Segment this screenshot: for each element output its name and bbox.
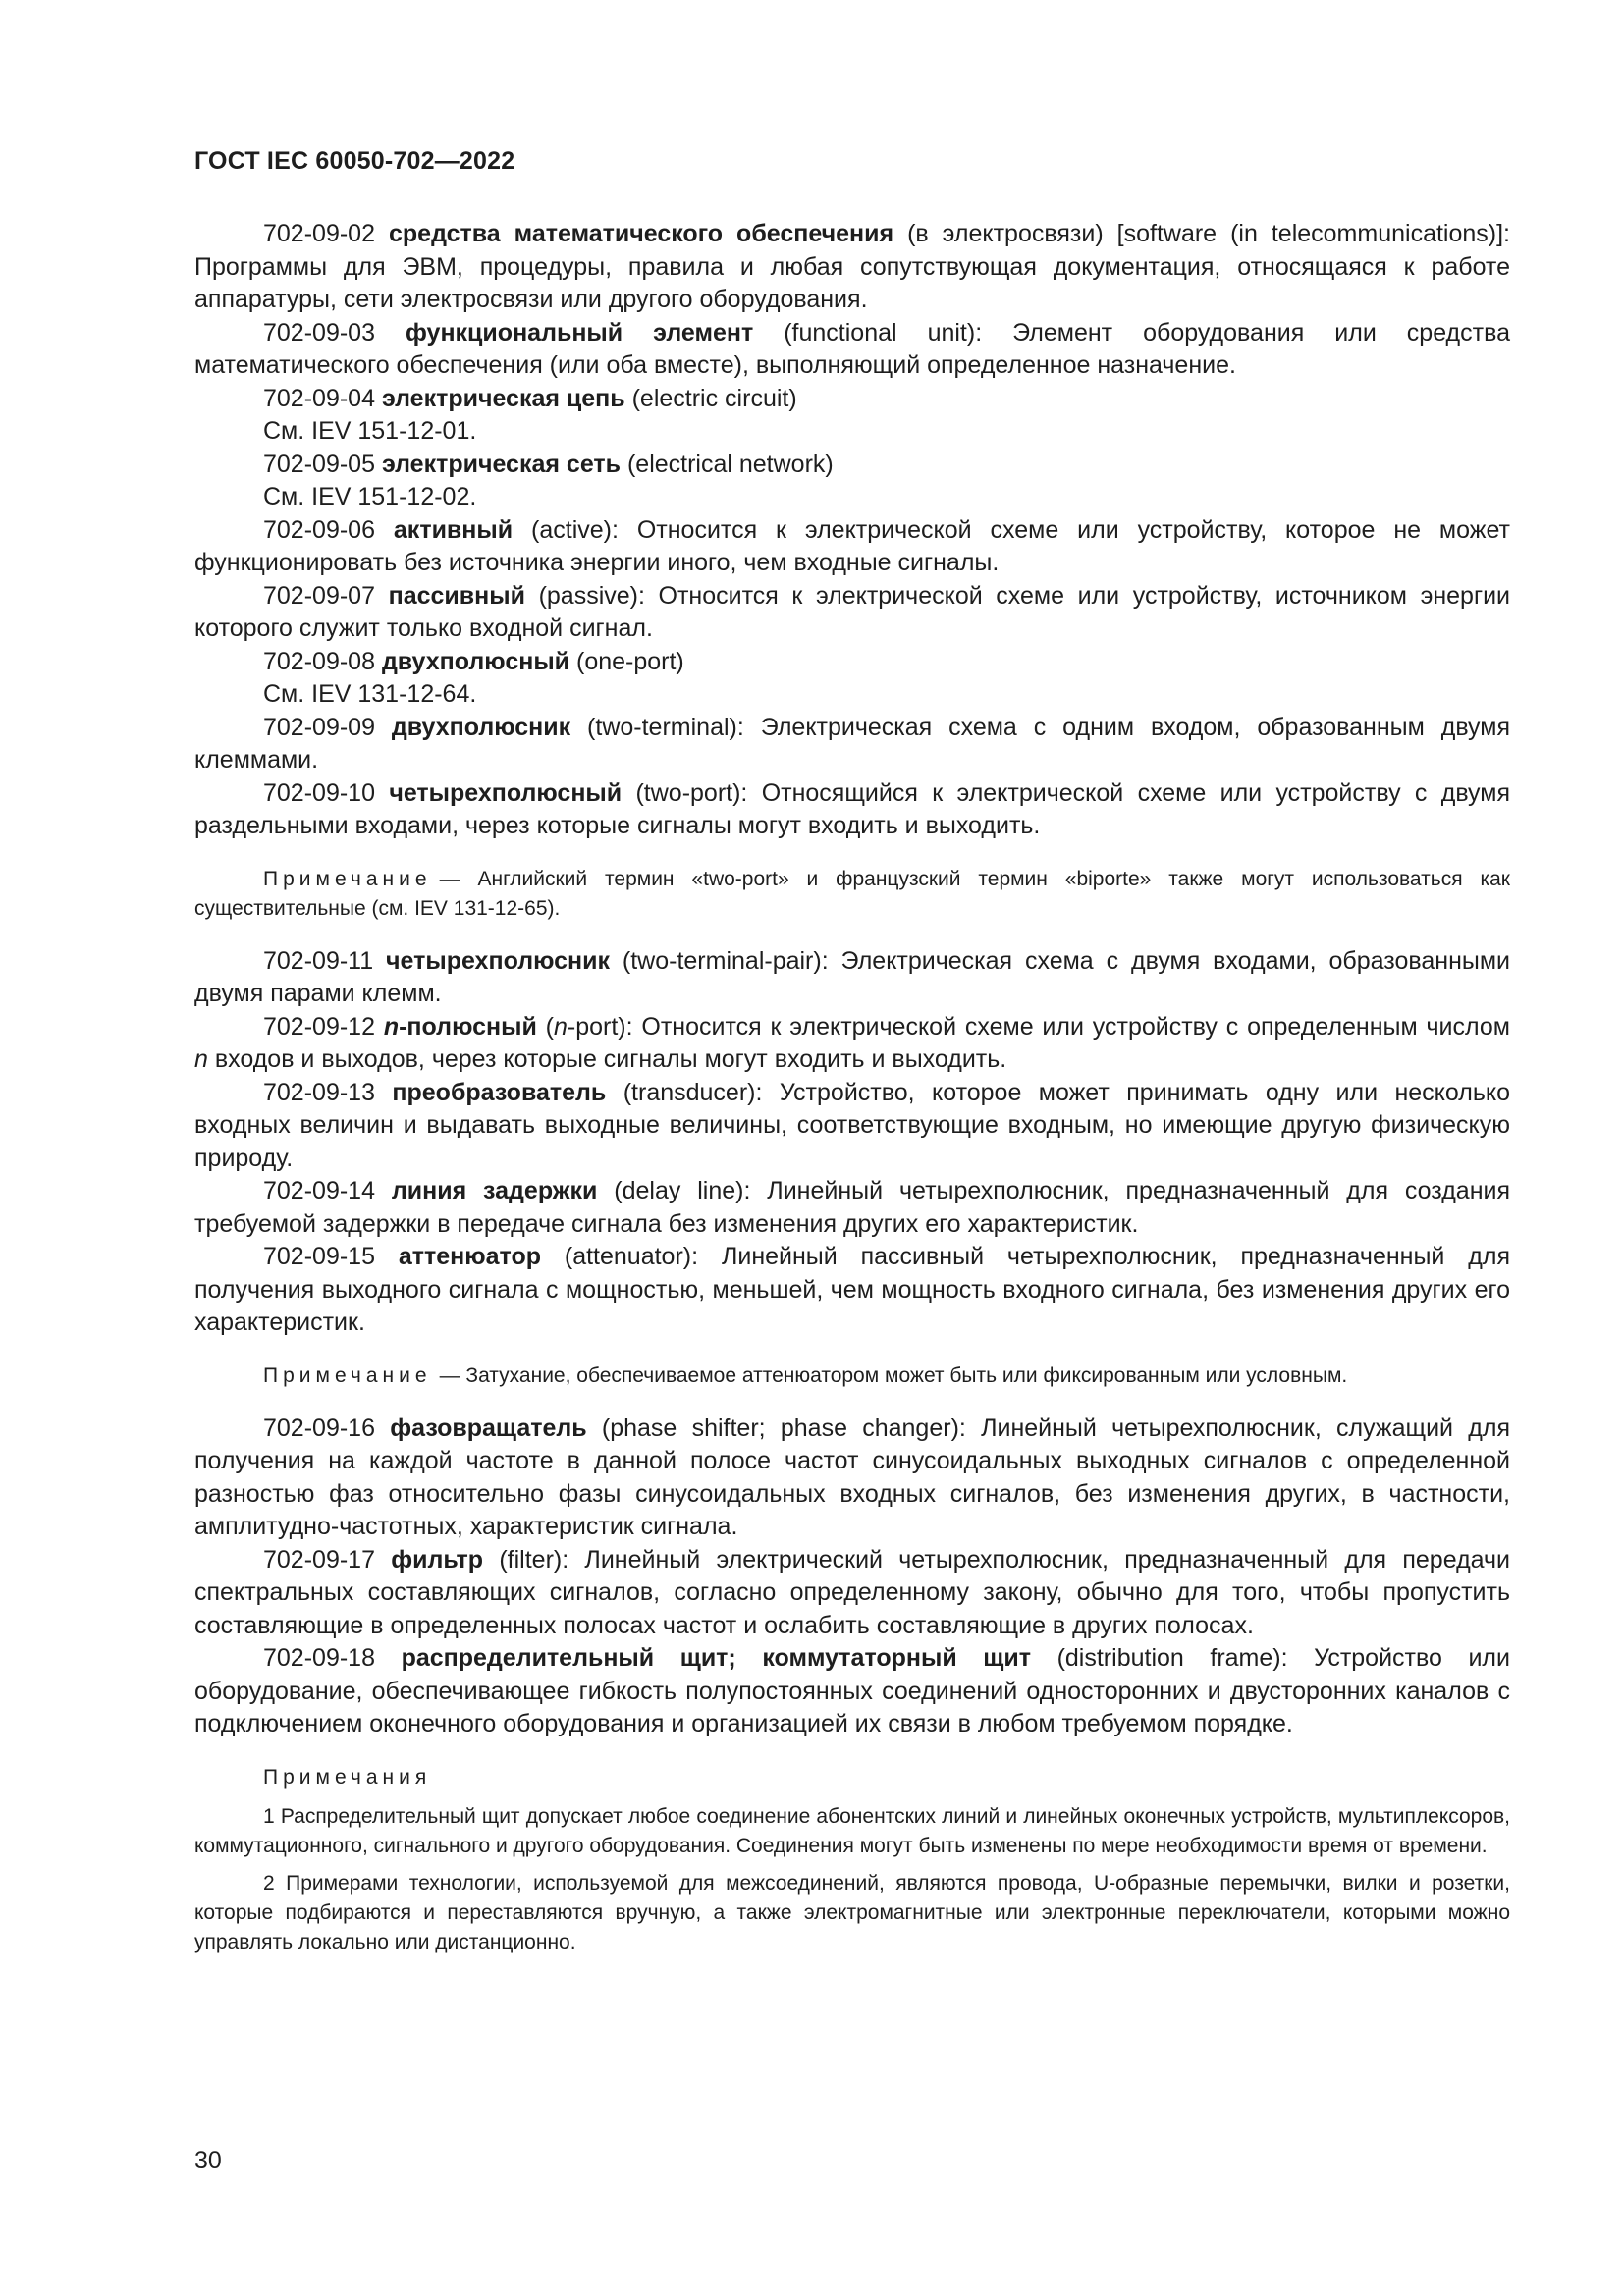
- entry-number: 702-09-10: [263, 778, 375, 807]
- entry-definition: (functional unit): Элемент оборудования или средства математического обеспечения (или оба вместе), выполняющий определенное назначение.: [194, 318, 1510, 379]
- notes-label: Примечания: [263, 1765, 432, 1789]
- entry-number: 702-09-15: [263, 1243, 375, 1270]
- entry-number: 702-09-03: [263, 318, 375, 347]
- entry-702-09-05: [194, 449, 1510, 482]
- entry-number: 702-09-18: [263, 1644, 375, 1672]
- note-702-09-18-1: 1 Распределительный щит допускает любое соединение абонентских линий и линейных оконечных устройств, мультиплексоров, коммутационного, сигнального и другого оборудования. Соединения могут быть изменены по мере необходимости время от времени.: [194, 1804, 1510, 1857]
- entry-702-09-04: [194, 383, 1510, 416]
- entry-702-09-03: [194, 317, 1510, 383]
- entry-702-09-18: [194, 1642, 1510, 1741]
- entry-number: 702-09-05: [263, 450, 375, 478]
- notes-heading: [194, 1763, 1510, 1792]
- note-text: — Английский термин «two-port» и французский термин «biporte» также могут использоваться как существительные (см. IEV 131-12-65).: [194, 867, 1510, 920]
- entry-term: [384, 1013, 537, 1041]
- entry-702-09-15: [194, 1241, 1510, 1340]
- entry-definition-end: входов и выходов, через которые сигналы могут входить и выходить.: [207, 1045, 1007, 1073]
- entry-term: пассивный: [388, 581, 525, 610]
- entry-term-rest: -полюсный: [399, 1012, 537, 1041]
- entry-definition-open: (: [536, 1012, 554, 1041]
- entry-term: средства математического обеспечения: [388, 220, 894, 247]
- note-text: — Затухание, обеспечиваемое аттенюатором может быть или фиксированным или условным.: [439, 1363, 1348, 1387]
- entry-definition: (phase shifter; phase changer): Линейный четырехполюсник, служащий для получения на каждой частоте в данной полосе частот синусоидальных выходных сигналов с определенной разностью фаз относительно фазы синусоидальных входных сигналов, без изменения других, в частности, амплитудно-частотных, характеристик сигнала.: [194, 1414, 1510, 1540]
- entry-definition-italic: n: [194, 1045, 208, 1073]
- entry-number: 702-09-14: [263, 1177, 375, 1204]
- entry-702-09-12: [194, 1011, 1510, 1077]
- note-702-09-18-2: 2 Примерами технологии, используемой для межсоединений, являются провода, U-образные перемычки, вилки и розетки, которые подбираются и переставляются вручную, а также электромагнитные или электронные переключатели, которыми можно управлять локально или дистанционно.: [194, 1871, 1510, 1953]
- entry-definition: (two-terminal-pair): Электрическая схема с двумя входами, образованными двумя парами клемм.: [194, 946, 1510, 1007]
- entry-number: 702-09-02: [263, 220, 375, 247]
- entry-702-09-11: [194, 945, 1510, 1011]
- entry-term: активный: [393, 515, 514, 544]
- entry-definition: (two-port): Относящийся к электрической схеме или устройству с двумя раздельными входами, через которые сигналы могут входить и выходить.: [194, 778, 1511, 839]
- entry-702-09-06: [194, 514, 1510, 580]
- entry-702-09-08-see: См. IEV 131-12-64.: [263, 680, 477, 708]
- page-number: 30: [194, 2147, 222, 2174]
- entry-definition: (в электросвязи) [software (in telecommunications)]: Программы для ЭВМ, процедуры, правила и любая сопутствующая документация, относящаяся к работе аппаратуры, сети электросвязи или другого оборудования.: [194, 220, 1510, 313]
- entry-term: электрическая сеть: [381, 450, 622, 478]
- entry-702-09-14: [194, 1175, 1510, 1241]
- entry-definition: (attenuator): Линейный пассивный четырехполюсник, предназначенный для получения выходного сигнала с мощностью, меньшей, чем мощность входного сигнала, без изменения других его характеристик.: [194, 1243, 1510, 1336]
- entry-definition: (active): Относится к электрической схеме или устройству, которое не может функционировать без источника энергии иного, чем входные сигналы.: [194, 515, 1510, 576]
- entry-702-09-16: [194, 1413, 1510, 1544]
- note-label: Примечание: [263, 867, 432, 890]
- entry-definition: (transducer): Устройство, которое может принимать одну или несколько входных величин и выдавать выходные величины, соответствующие входным, но имеющие другую физическую природу.: [194, 1078, 1510, 1172]
- entry-definition: -port): Относится к электрической схеме или устройству с определенным числом: [567, 1012, 1510, 1041]
- entry-702-09-10: [194, 777, 1510, 843]
- entry-number: 702-09-11: [263, 946, 374, 975]
- entry-term: двухполюсный: [381, 647, 570, 675]
- entry-702-09-09: [194, 712, 1510, 777]
- entry-702-09-07: [194, 580, 1510, 646]
- note-702-09-10: [194, 865, 1510, 924]
- entry-term-italic: n: [383, 1012, 400, 1041]
- entry-definition: (delay line): Линейный четырехполюсник, предназначенный для создания требуемой задержки в передаче сигнала без изменения других его характеристик.: [194, 1177, 1510, 1238]
- entry-702-09-04-see: См. IEV 151-12-01.: [263, 417, 477, 445]
- entry-number: 702-09-07: [263, 581, 375, 610]
- entry-term: распределительный щит; коммутаторный щит: [401, 1644, 1032, 1672]
- entry-number: 702-09-12: [263, 1012, 375, 1041]
- entry-term: линия задержки: [391, 1177, 598, 1204]
- entry-definition: (two-terminal): Электрическая схема с одним входом, образованным двумя клеммами.: [194, 713, 1510, 774]
- entry-term: аттенюатор: [398, 1243, 541, 1270]
- entry-definition-italic: n: [553, 1012, 568, 1041]
- entry-702-09-17: [194, 1544, 1510, 1643]
- entry-term: двухполюсник: [391, 713, 571, 741]
- entry-number: 702-09-16: [263, 1414, 375, 1442]
- entry-number: 702-09-09: [263, 713, 375, 741]
- entry-702-09-05-see: См. IEV 151-12-02.: [263, 483, 477, 510]
- entry-number: 702-09-17: [263, 1545, 375, 1574]
- entry-definition: (filter): Линейный электрический четырехполюсник, предназначенный для передачи спектральных составляющих сигналов, согласно определенному закону, обычно для того, чтобы пропустить составляющие в определенных полосах частот и ослабить составляющие в других полосах.: [194, 1545, 1510, 1639]
- entry-definition: (one-port): [569, 647, 684, 675]
- note-702-09-15: [194, 1362, 1510, 1391]
- entry-term: четырехполюсник: [386, 946, 610, 975]
- entry-term: четырехполюсный: [389, 778, 623, 807]
- entry-definition: (distribution frame): Устройство или оборудование, обеспечивающее гибкость полупостоянных соединений односторонних и двусторонних каналов с подключением оконечного оборудования и организацией их связи в любом требуемом порядке.: [194, 1644, 1510, 1737]
- entry-number: 702-09-04: [263, 384, 375, 412]
- note-label: Примечание: [263, 1363, 432, 1387]
- entry-definition: (electrical network): [621, 450, 834, 478]
- entry-term: электрическая цепь: [381, 384, 625, 412]
- entry-number: 702-09-13: [263, 1078, 375, 1106]
- entry-term: функциональный элемент: [406, 318, 754, 347]
- entry-702-09-02: [194, 218, 1510, 317]
- entry-term: преобразователь: [392, 1078, 607, 1106]
- entry-702-09-13: [194, 1077, 1510, 1176]
- entry-definition: (electric circuit): [624, 384, 797, 412]
- entry-702-09-08: [194, 646, 1510, 679]
- entry-number: 702-09-08: [263, 647, 375, 675]
- document-header: ГОСТ IEC 60050-702—2022: [194, 147, 515, 175]
- entry-term: фильтр: [391, 1545, 484, 1574]
- document-body: [194, 218, 1510, 1979]
- entry-term: фазовращатель: [390, 1414, 587, 1442]
- entry-definition: (passive): Относится к электрической схеме или устройству, источником энергии которого служит только входной сигнал.: [194, 581, 1510, 642]
- entry-number: 702-09-06: [263, 515, 375, 544]
